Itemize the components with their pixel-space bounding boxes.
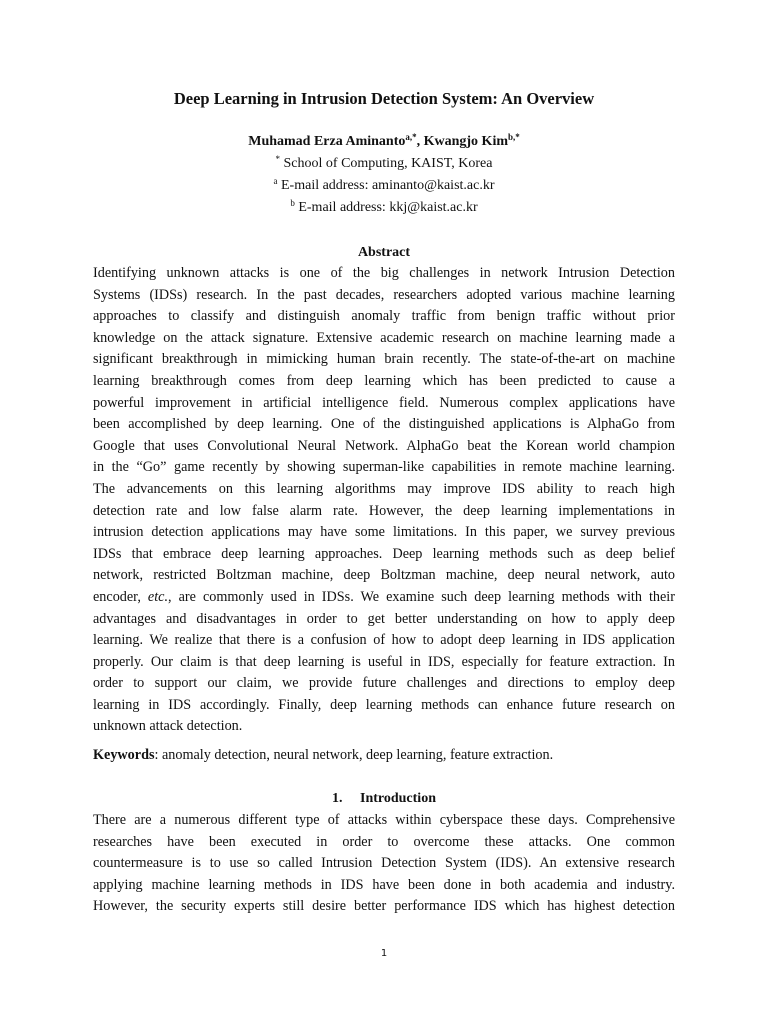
author-name: Kwangjo Kim bbox=[423, 134, 508, 149]
paper-title: Deep Learning in Intrusion Detection System: An Overview bbox=[173, 89, 595, 108]
abstract-line: network, restricted Boltzman machine, deep Boltzman machine, deep neural network, auto bbox=[93, 567, 675, 584]
abstract-line: learning. We realize that there is a confusion of how to adopt deep learning in IDS application bbox=[93, 632, 675, 649]
abstract-line: Google that uses Convolutional Neural Network. AlphaGo beat the Korean world champion bbox=[93, 437, 675, 454]
section-number: 1. bbox=[332, 791, 343, 806]
abstract-line: in the “Go” game recently by showing superman-like capabilities in remote machine learning. bbox=[93, 459, 675, 476]
abstract-line: intrusion detection applications may have some limitations. In this paper, we survey previous bbox=[93, 524, 675, 541]
author-superscript: b,* bbox=[508, 132, 520, 142]
affiliation-mark: * bbox=[275, 154, 281, 164]
abstract-emphasis: etc. bbox=[147, 588, 169, 605]
abstract-line: detection rate and low false alarm rate. However, the deep learning implementations in bbox=[93, 502, 675, 519]
abstract-heading: Abstract bbox=[357, 245, 411, 260]
keywords-label: Keywords bbox=[93, 747, 155, 763]
body-line: However, the security experts still desire better performance IDS which has highest detection bbox=[93, 898, 675, 915]
abstract-line: advantages and disadvantages in order to get better understanding on how to apply deep bbox=[93, 610, 675, 627]
section-title: Introduction bbox=[360, 791, 436, 806]
abstract-text: , are commonly used in IDSs. We examine such deep learning methods with their bbox=[168, 588, 675, 605]
abstract-line: approaches to classify and distinguish anomaly traffic from benign traffic without prior bbox=[93, 308, 675, 325]
email-line bbox=[0, 198, 768, 218]
email-text: E-mail address: aminanto@kaist.ac.kr bbox=[277, 178, 495, 193]
abstract-line: powerful improvement in artificial intelligence field. Numerous complex applications have bbox=[93, 394, 675, 411]
body-line: There are a numerous different type of attacks within cyberspace these days. Comprehensive bbox=[93, 812, 675, 828]
author-separator: , bbox=[416, 134, 424, 149]
email-text: E-mail address: kkj@kaist.ac.kr bbox=[294, 200, 478, 215]
abstract-body bbox=[93, 263, 675, 738]
abstract-line: Systems (IDSs) research. In the past decades, researchers adopted various machine learning bbox=[93, 286, 675, 303]
abstract-line: Identifying unknown attacks is one of the big challenges in network Intrusion Detection bbox=[93, 265, 675, 281]
abstract-line: significant breakthrough in mimicking human brain recently. The state-of-the-art on machine bbox=[93, 351, 675, 368]
abstract-text: encoder, bbox=[93, 588, 148, 605]
affiliation-line bbox=[0, 154, 768, 174]
section-heading-introduction bbox=[0, 789, 768, 809]
affiliation-mark: b bbox=[290, 198, 295, 208]
abstract-line: knowledge on the attack signature. Extensive academic research on machine learning made a bbox=[93, 329, 675, 346]
author-line bbox=[0, 132, 768, 152]
email-line bbox=[0, 176, 768, 196]
abstract-line: properly. Our claim is that deep learning is useful in IDS, especially for feature extraction. In bbox=[93, 653, 675, 670]
introduction-body bbox=[93, 810, 675, 918]
affiliation-mark: a bbox=[273, 176, 278, 186]
affiliation-text: School of Computing, KAIST, Korea bbox=[280, 156, 493, 171]
abstract-line: unknown attack detection. bbox=[93, 718, 243, 735]
abstract-line: learning in IDS accordingly. Finally, deep learning methods can enhance future research on bbox=[93, 696, 675, 713]
abstract-line bbox=[93, 587, 675, 609]
keywords-text: : anomaly detection, neural network, deep learning, feature extraction. bbox=[154, 747, 554, 763]
author-name: Muhamad Erza Aminanto bbox=[248, 134, 406, 149]
abstract-line: learning breakthrough comes from deep learning which has been predicted to cause a bbox=[93, 372, 675, 389]
author-superscript: a,* bbox=[405, 132, 417, 142]
abstract-line: order to support our claim, we provide future challenges and directions to employ deep bbox=[93, 675, 675, 692]
body-line: countermeasure is to use so called Intrusion Detection System (IDS). An extensive research bbox=[93, 855, 675, 872]
abstract-line: IDSs that embrace deep learning approaches. Deep learning methods such as deep belief bbox=[93, 545, 675, 562]
abstract-line: been accomplished by deep learning. One of the distinguished applications is AlphaGo from bbox=[93, 416, 675, 433]
body-line: researches have been executed in order to overcome these attacks. One common bbox=[93, 833, 675, 850]
abstract-line: The advancements on this learning algorithms may improve IDS ability to reach high bbox=[93, 480, 675, 497]
page-number: 1 bbox=[380, 948, 388, 959]
keywords-line bbox=[93, 745, 553, 767]
body-line: applying machine learning methods in IDS have been done in both academia and industry. bbox=[93, 876, 675, 893]
